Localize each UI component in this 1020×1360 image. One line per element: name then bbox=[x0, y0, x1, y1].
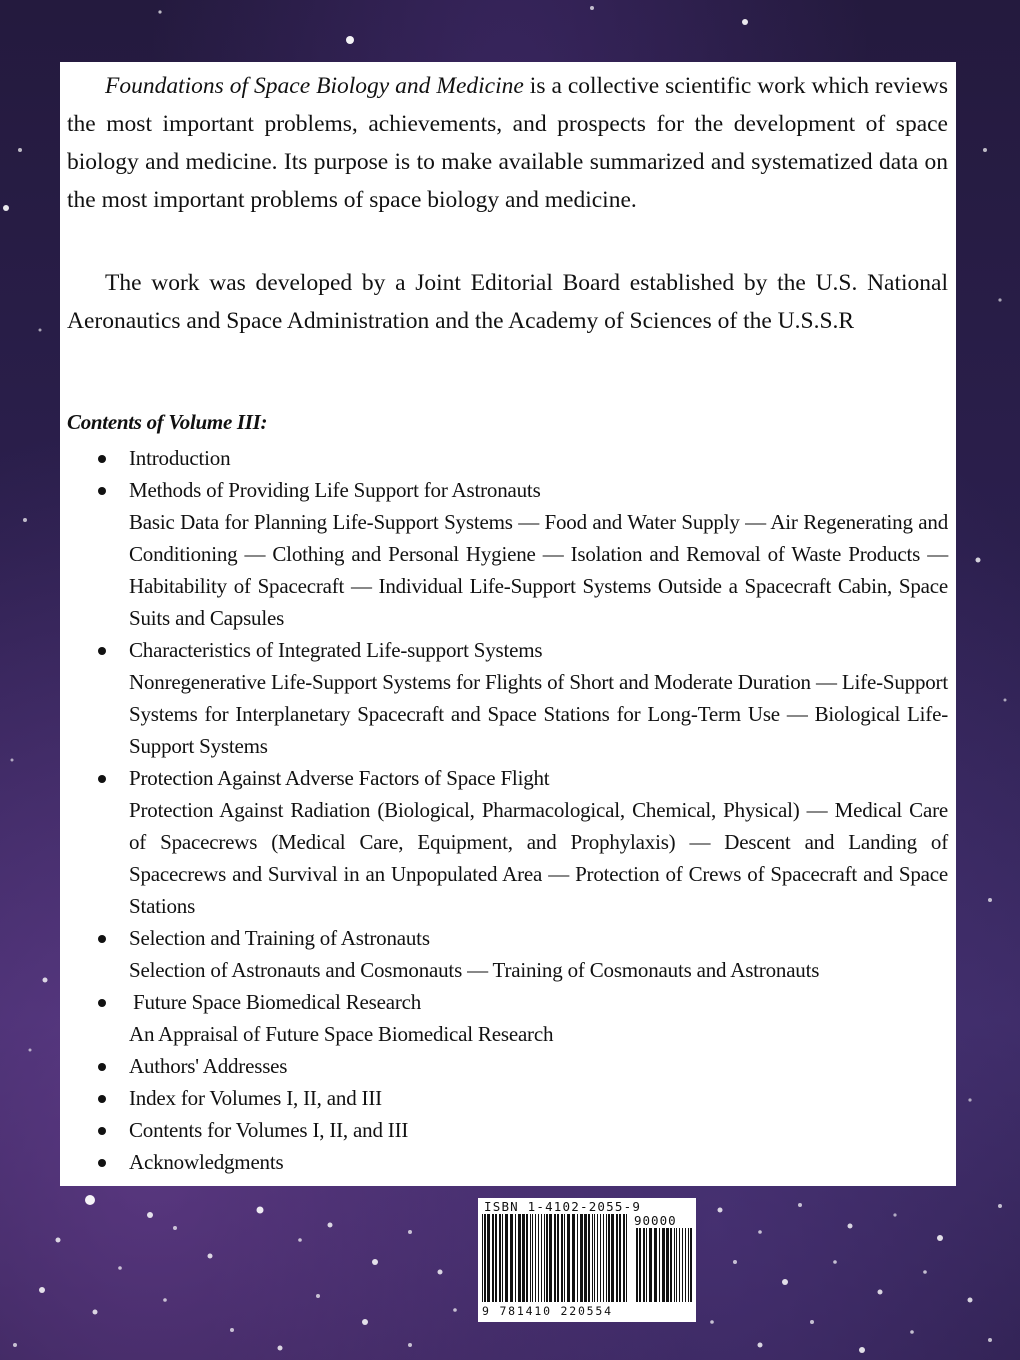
barcode-bar bbox=[495, 1214, 497, 1302]
barcode-bar bbox=[538, 1214, 539, 1302]
barcode-bar bbox=[592, 1214, 593, 1302]
barcode-bar bbox=[546, 1214, 548, 1302]
bullet-icon bbox=[98, 1095, 106, 1103]
barcode-bar bbox=[626, 1214, 627, 1302]
bullet-icon bbox=[98, 775, 106, 783]
barcode-bar bbox=[649, 1228, 652, 1302]
barcode-bar bbox=[561, 1214, 563, 1302]
barcode-bar bbox=[688, 1228, 689, 1302]
barcode-bar bbox=[594, 1214, 595, 1302]
barcode-bar bbox=[567, 1214, 570, 1302]
contents-item-label: Protection Against Adverse Factors of Space Flight bbox=[129, 766, 550, 790]
barcode-bar bbox=[588, 1214, 590, 1302]
barcode-bar bbox=[654, 1228, 657, 1302]
isbn-label: ISBN 1-4102-2055-9 bbox=[484, 1199, 642, 1214]
contents-heading: Contents of Volume III: bbox=[67, 410, 268, 434]
bullet-icon bbox=[98, 647, 106, 655]
barcode-bar bbox=[674, 1228, 675, 1302]
barcode-bar bbox=[623, 1214, 625, 1302]
contents-item-detail: An Appraisal of Future Space Biomedical Research bbox=[129, 1022, 554, 1046]
barcode-bar bbox=[530, 1214, 531, 1302]
barcode-bar bbox=[597, 1214, 598, 1302]
barcode-bar bbox=[659, 1228, 660, 1302]
barcode-bar bbox=[510, 1214, 513, 1302]
barcode-bar bbox=[522, 1214, 525, 1302]
barcode-bar bbox=[662, 1228, 665, 1302]
list-item bbox=[60, 1082, 956, 1114]
list-item bbox=[60, 1114, 956, 1146]
list-item bbox=[60, 634, 956, 762]
list-item bbox=[60, 1146, 956, 1178]
bullet-icon bbox=[98, 1063, 106, 1071]
barcode-bar bbox=[608, 1214, 610, 1302]
barcode-bar bbox=[600, 1214, 601, 1302]
intro-paragraph-2 bbox=[67, 264, 948, 340]
contents-item-label: Acknowledgments bbox=[129, 1150, 284, 1174]
list-item bbox=[60, 762, 956, 922]
barcode-bar bbox=[606, 1214, 607, 1302]
contents-item-detail: Selection of Astronauts and Cosmonauts — Training of Cosmonauts and Astronauts bbox=[129, 958, 820, 982]
contents-item-label: Index for Volumes I, II, and III bbox=[129, 1086, 382, 1110]
barcode-bar bbox=[676, 1228, 677, 1302]
barcode-bar bbox=[554, 1214, 556, 1302]
barcode-bar bbox=[611, 1214, 614, 1302]
barcode-bar bbox=[484, 1214, 486, 1302]
barcode-bar bbox=[526, 1214, 528, 1302]
book-title: Foundations of Space Biology and Medicine bbox=[105, 73, 524, 99]
barcode-bar bbox=[685, 1228, 686, 1302]
barcode-bar bbox=[643, 1228, 645, 1302]
intro-paragraph-1-text: is a collective scientific work which reviews the most important problems, achievements, and prospects for the development of space biology and medicine. Its purpose is to make available summarized and systematized data on the most important problems of space biology and medicine. bbox=[67, 73, 948, 213]
ean-digits: 9 781410 220554 bbox=[482, 1304, 613, 1318]
list-item bbox=[60, 1050, 956, 1082]
bullet-icon bbox=[98, 935, 106, 943]
contents-item-label: Contents for Volumes I, II, and III bbox=[129, 1118, 409, 1142]
intro-paragraph-1 bbox=[67, 67, 948, 219]
barcode-bar bbox=[619, 1214, 621, 1302]
barcode-bar bbox=[639, 1228, 641, 1302]
barcode-bar bbox=[541, 1214, 542, 1302]
barcode-bar bbox=[580, 1214, 583, 1302]
contents-list bbox=[60, 442, 956, 1178]
barcode-bar bbox=[482, 1214, 483, 1302]
bullet-icon bbox=[98, 1159, 106, 1167]
contents-item-label: Authors' Addresses bbox=[129, 1054, 288, 1078]
barcode-bar bbox=[544, 1214, 545, 1302]
contents-item-label: Future Space Biomedical Research bbox=[133, 990, 422, 1014]
bullet-icon bbox=[98, 487, 106, 495]
barcode-bar bbox=[549, 1214, 552, 1302]
barcode-bar bbox=[564, 1214, 565, 1302]
bullet-icon bbox=[98, 1127, 106, 1135]
barcode-bar bbox=[499, 1214, 501, 1302]
contents-item-detail: Nonregenerative Life-Support Systems for Flights of Short and Moderate Duration — Life-Support Systems for Interplanetary Spacecraft and Space Stations for Long-Term Use — Biological Life-Support Systems bbox=[129, 670, 948, 758]
isbn-barcode bbox=[478, 1198, 696, 1322]
barcode-bar bbox=[603, 1214, 604, 1302]
barcode-bar bbox=[572, 1214, 575, 1302]
intro-paragraph-2-text: The work was developed by a Joint Editorial Board established by the U.S. National Aeronautics and Space Administration and the Academy of Sciences of the U.S.S.R bbox=[67, 270, 948, 334]
barcode-bar bbox=[502, 1214, 503, 1302]
contents-item-label: Methods of Providing Life Support for Astronauts bbox=[129, 478, 541, 502]
contents-item-label: Characteristics of Integrated Life-support Systems bbox=[129, 638, 543, 662]
barcode-bar bbox=[682, 1228, 683, 1302]
barcode-bar bbox=[532, 1214, 533, 1302]
contents-item-detail: Protection Against Radiation (Biological, Pharmacological, Chemical, Physical) — Medical Care of Spacecrews (Medical Care, Equipment, and Prophylaxis) — Descent and Landing of Spacecrews and Survival in an Unpopulated Area — Protection of Crews of Spacecraft and Space Stations bbox=[129, 798, 948, 918]
contents-item-detail: Basic Data for Planning Life-Support Systems — Food and Water Supply — Air Regenerating and Conditioning — Clothing and Personal Hygiene — Isolation and Removal of Waste Products — Habitability of Spacecraft — Individual Life-Support Systems Outside a Spacecraft Cabin, Space Suits and Capsules bbox=[129, 510, 948, 630]
barcode-bar bbox=[679, 1228, 680, 1302]
barcode-bar bbox=[616, 1214, 618, 1302]
barcode-bar bbox=[557, 1214, 559, 1302]
description-panel bbox=[60, 62, 956, 1186]
list-item bbox=[60, 922, 956, 986]
barcode-bar bbox=[492, 1214, 494, 1302]
barcode-bar bbox=[535, 1214, 536, 1302]
barcode-bar bbox=[584, 1214, 587, 1302]
barcode-bar bbox=[487, 1214, 490, 1302]
list-item bbox=[60, 474, 956, 634]
contents-item-label: Introduction bbox=[129, 446, 231, 470]
list-item bbox=[60, 986, 956, 1050]
bullet-icon bbox=[98, 455, 106, 463]
barcode-bar bbox=[670, 1228, 672, 1302]
barcode-bar bbox=[505, 1214, 508, 1302]
list-item bbox=[60, 442, 956, 474]
barcode-bar bbox=[577, 1214, 578, 1302]
barcode-bar bbox=[666, 1228, 669, 1302]
barcode-bar bbox=[690, 1228, 692, 1302]
contents-item-label: Selection and Training of Astronauts bbox=[129, 926, 430, 950]
barcode-bar bbox=[518, 1214, 521, 1302]
barcode-bar bbox=[646, 1228, 647, 1302]
barcode-bar bbox=[515, 1214, 516, 1302]
bullet-icon bbox=[98, 999, 106, 1007]
price-code: 90000 bbox=[634, 1213, 677, 1228]
barcode-bar bbox=[636, 1228, 638, 1302]
